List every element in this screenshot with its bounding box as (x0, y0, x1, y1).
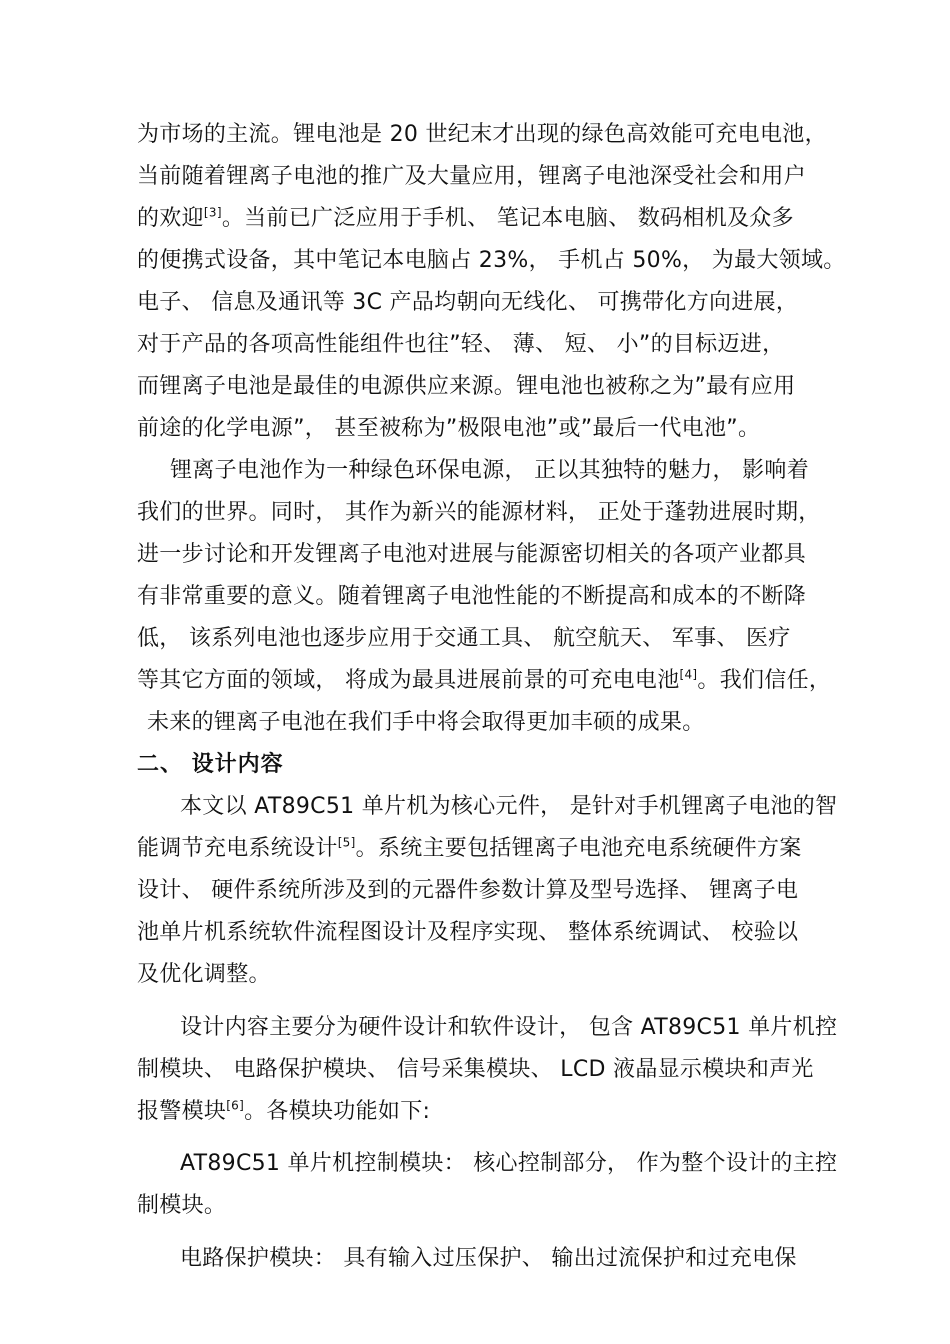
text-line: 电子、 信息及通讯等 3C 产品均朝向无线化、 可携带化方向进展， (137, 290, 799, 315)
section-heading: 二、 设计内容 (137, 752, 284, 777)
text-line: 未来的锂离子电池在我们手中将会取得更加丰硕的成果。 (147, 710, 705, 735)
citation-ref: [5] (337, 835, 356, 850)
citation-ref: [4] (679, 667, 698, 682)
citation-ref: [3] (203, 205, 222, 220)
text-line: 当前随着锂离子电池的推广及大量应用，锂离子电池深受社会和用户 (137, 164, 807, 189)
text-line: 等其它方面的领域， 将成为最具进展前景的可充电电池[4]。我们信任， (137, 667, 832, 693)
text-line: 池单片机系统软件流程图设计及程序实现、 整体系统调试、 校验以 (137, 920, 799, 945)
text-line: 的便携式设备，其中笔记本电脑占 23%， 手机占 50%， 为最大领域。 (137, 248, 846, 273)
text-line: 进一步讨论和开发锂离子电池对进展与能源密切相关的各项产业都具 (137, 542, 807, 567)
text-line: 设计内容主要分为硬件设计和软件设计， 包含 AT89C51 单片机控 (180, 1015, 838, 1040)
text-line: 的欢迎[3]。当前已广泛应用于手机、 笔记本电脑、 数码相机及众多 (137, 205, 794, 231)
text-line: 我们的世界。同时， 其作为新兴的能源材料， 正处于蓬勃进展时期， (137, 500, 821, 525)
text-line: 及优化调整。 (137, 962, 271, 987)
text-line: 有非常重要的意义。随着锂离子电池性能的不断提高和成本的不断降 (137, 584, 807, 609)
text-line: 为市场的主流。锂电池是 20 世纪末才出现的绿色高效能可充电电池， (137, 122, 827, 147)
text-line: 电路保护模块： 具有输入过压保护、 输出过流保护和过充电保 (180, 1246, 797, 1271)
text-line: 对于产品的各项高性能组件也往”轻、 薄、 短、 小”的目标迈进， (137, 332, 785, 357)
text-line: AT89C51 单片机控制模块： 核心控制部分， 作为整个设计的主控 (180, 1151, 838, 1176)
text-line: 锂离子电池作为一种绿色环保电源， 正以其独特的魅力， 影响着 (170, 458, 809, 483)
text-line: 能调节充电系统设计[5]。系统主要包括锂离子电池充电系统硬件方案 (137, 835, 802, 861)
text-line: 本文以 AT89C51 单片机为核心元件， 是针对手机锂离子电池的智 (180, 794, 838, 819)
text-line: 低， 该系列电池也逐步应用于交通工具、 航空航天、 军事、 医疗 (137, 626, 791, 651)
text-line: 制模块。 (137, 1193, 227, 1218)
text-line: 而锂离子电池是最佳的电源供应来源。锂电池也被称之为”最有应用 (137, 374, 796, 399)
citation-ref: [6] (226, 1098, 245, 1113)
text-line: 前途的化学电源”， 甚至被称为”极限电池”或”最后一代电池”。 (137, 416, 761, 441)
text-line: 报警模块[6]。各模块功能如下: (137, 1098, 431, 1124)
text-line: 制模块、 电路保护模块、 信号采集模块、 LCD 液晶显示模块和声光 (137, 1057, 814, 1082)
text-line: 设计、 硬件系统所涉及到的元器件参数计算及型号选择、 锂离子电 (137, 878, 799, 903)
